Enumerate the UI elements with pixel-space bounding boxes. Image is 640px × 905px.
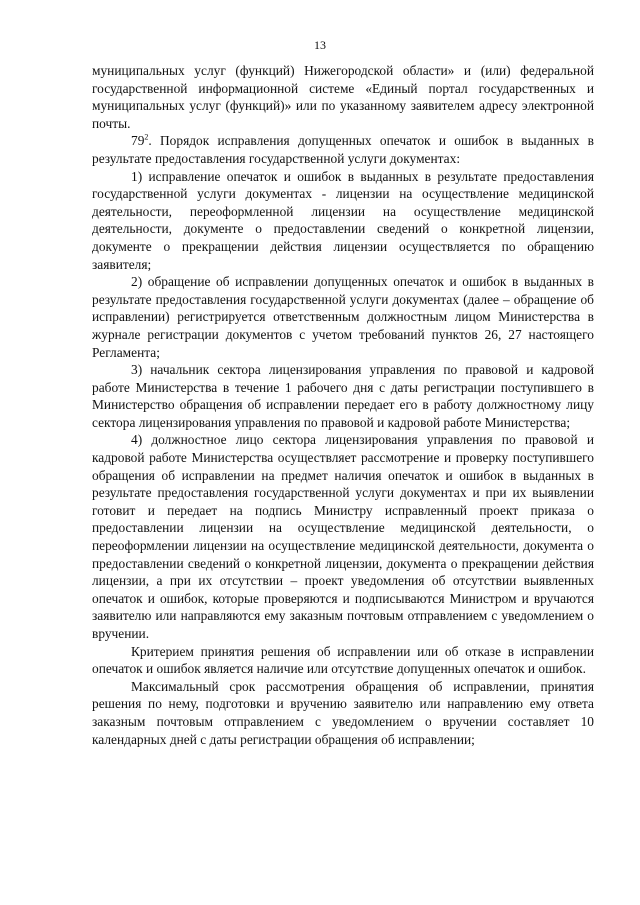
paragraph-item-79-2 (92, 132, 594, 167)
paragraph-criterion: Критерием принятия решения об исправлении или об отказе в исправлении опечаток и ошибок является наличие или отсутствие допущенных опечаток и ошибок. (92, 643, 594, 677)
paragraph-continuation: муниципальных услуг (функций) Нижегородской области» и (или) федеральной государственной информационной системе «Единый портал государственных и муниципальных услуг (функций)» или по указанному заявителем адресу электронной почты. (92, 63, 594, 131)
document-body (92, 62, 594, 748)
item-number: 79 (131, 133, 145, 149)
paragraph-subitem-1: 1) исправление опечаток и ошибок в выданных в результате предоставления государственной услуги документах - лицензии на осуществление медицинской деятельности, переоформленной лицензии на осуществление медицинской деятельности, документе о предоставлении сведений о конкретной лицензии, документе о прекращении действия лицензии осуществляется по обращению заявителя; (92, 168, 594, 272)
page-number: 13 (314, 38, 326, 52)
paragraph-max-term: Максимальный срок рассмотрения обращения об исправлении, принятия решения по нему, подготовки и вручению заявителю или направлению ему ответа заказным почтовым отправлением с уведомлением о вручении составляет 10 календарных дней с даты регистрации обращения об исправлении; (92, 678, 594, 747)
item-text: . Порядок исправления допущенных опечаток и ошибок в выданных в результате предоставления государственной услуги документах: (92, 133, 594, 166)
item-superscript: 2 (144, 132, 149, 142)
paragraph-subitem-3: 3) начальник сектора лицензирования управления по правовой и кадровой работе Министерства в течение 1 рабочего дня с даты регистрации поступившего в Министерство обращения об исправлении передает его в работу должностному лицу сектора лицензирования управления по правовой и кадровой работе Министерства; (92, 362, 594, 430)
paragraph-subitem-4: 4) должностное лицо сектора лицензирования управления по правовой и кадровой работе Министерства осуществляет рассмотрение и проверку поступившего обращения об исправлении на предмет наличия опечаток и ошибок в выданных в результате предоставления государственной услуги документах и при их выявлении готовит и передает на подпись Министру исправленный проект приказа о предоставлении лицензии на осуществление медицинской деятельности, о переоформлении лицензии на осуществление медицинской деятельности, документа о предоставлении сведений о конкретной лицензии, документа о прекращении действия лицензии, а при их отсутствии – проект уведомления об отсутствии выявленных опечаток и ошибок, которые проверяются и подписываются Министром и вручаются заявителю или направляются ему заказным почтовым отправлением с уведомлением о вручении. (92, 432, 594, 641)
paragraph-subitem-2: 2) обращение об исправлении допущенных опечаток и ошибок в выданных в результате предоставления государственной услуги документах (далее – обращение об исправлении) регистрируется ответственным должностным лицом Министерства в журнале регистрации документов с учетом требований пунктов 26, 27 настоящего Регламента; (92, 274, 594, 360)
